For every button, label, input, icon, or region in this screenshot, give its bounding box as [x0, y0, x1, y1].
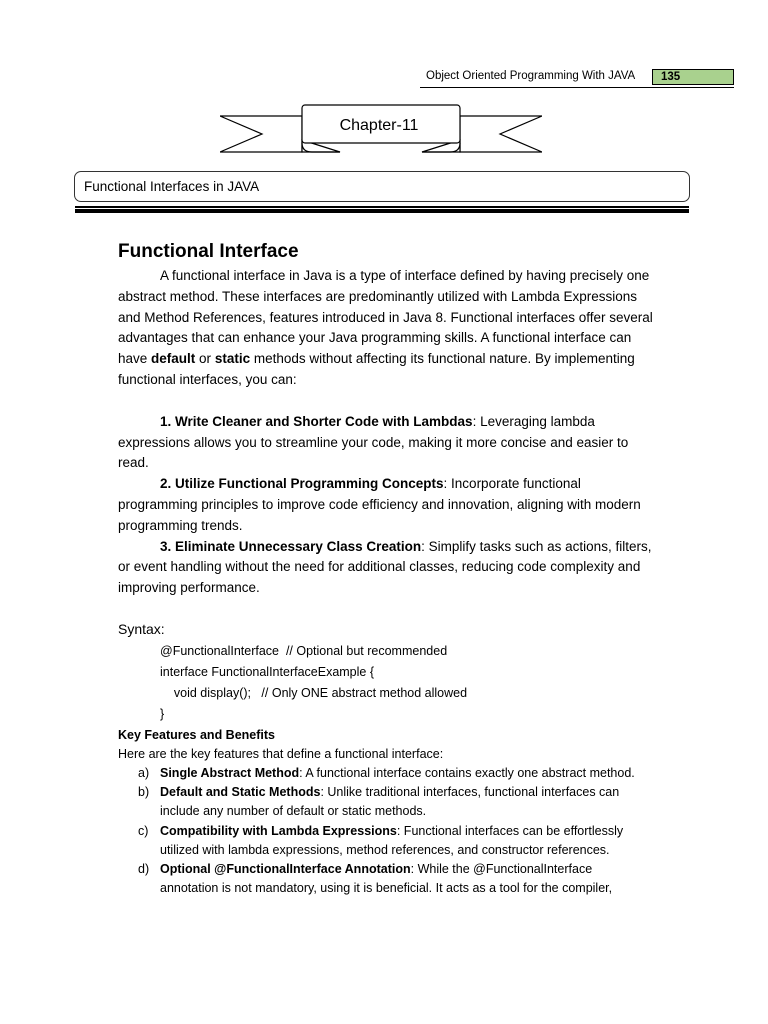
feature-title: Compatibility with Lambda Expressions — [160, 823, 397, 838]
list-marker: c) — [138, 823, 149, 838]
feature-text: : While the @FunctionalInterface annotation is not mandatory, using it is beneficial. It acts as a tool for the compiler, — [160, 861, 613, 896]
benefit-title: 1. Write Cleaner and Shorter Code with Lambdas — [160, 413, 473, 429]
benefit-text: : Incorporate functional programming principles to improve code efficiency and innovation, aligning with modern programming trends. — [118, 476, 641, 533]
chapter-label: Chapter-11 — [339, 117, 419, 134]
intro-text-3: methods without affecting its functional nature. By implementing functional interfaces, you can: — [118, 351, 635, 387]
divider-rule — [75, 206, 689, 208]
feature-text: : Functional interfaces can be effortlessly utilized with lambda expressions, method references, and constructor references. — [160, 823, 624, 857]
benefit-title: 2. Utilize Functional Programming Concepts — [160, 476, 444, 492]
benefit-item — [118, 537, 653, 599]
syntax-heading: Syntax: — [118, 620, 165, 637]
running-header — [420, 69, 734, 88]
feature-title: Default and Static Methods — [160, 785, 321, 800]
benefit-item — [118, 474, 653, 536]
main-content — [118, 238, 653, 898]
code-line: } — [160, 706, 165, 721]
feature-text: : A functional interface contains exactly one abstract method. — [299, 765, 635, 780]
page-number: 135 — [652, 69, 734, 85]
list-marker: a) — [138, 765, 150, 780]
running-title: Object Oriented Programming With JAVA — [426, 70, 636, 82]
intro-text-2: or — [195, 351, 215, 367]
code-line: interface FunctionalInterfaceExample { — [160, 664, 375, 679]
code-line: void display(); // Only ONE abstract method allowed — [160, 685, 468, 700]
list-item — [118, 860, 653, 898]
key-features-intro: Here are the key features that define a functional interface: — [118, 746, 444, 761]
key-features-title: Key Features and Benefits — [118, 727, 275, 742]
list-item — [118, 783, 653, 821]
list-marker: b) — [138, 785, 150, 800]
benefit-text: : Simplify tasks such as actions, filters, or event handling without the need for additional classes, reducing code complexity and improving performance. — [118, 538, 652, 596]
list-item — [118, 822, 653, 860]
list-item — [118, 764, 653, 783]
intro-bold-static: static — [214, 351, 251, 367]
page-heading: Functional Interface — [118, 241, 299, 262]
features-list — [118, 764, 653, 898]
feature-text: : Unlike traditional interfaces, functional interfaces can include any number of default or static methods. — [160, 785, 620, 819]
intro-text-1: A functional interface in Java is a type of interface defined by having precisely one abstract method. These interfaces are predominantly utilized with Lambda Expressions and Method References, features introduced in Java 8. Functional interfaces offer several advantages that can enhance your Java programming skills. A functional interface can have — [118, 268, 653, 367]
section-title: Functional Interfaces in JAVA — [84, 179, 260, 194]
benefit-title: 3. Eliminate Unnecessary Class Creation — [160, 538, 422, 554]
code-line: @FunctionalInterface // Optional but recommended — [160, 643, 448, 658]
benefit-item — [118, 412, 653, 474]
divider-rule-thick — [75, 209, 689, 213]
intro-paragraph — [118, 266, 653, 391]
intro-bold-default: default — [151, 351, 196, 367]
benefit-text: : Leveraging lambda expressions allows you to streamline your code, making it more concise and easier to read. — [118, 413, 629, 471]
feature-title: Optional @FunctionalInterface Annotation — [160, 861, 411, 876]
feature-title: Single Abstract Method — [160, 765, 300, 780]
list-marker: d) — [138, 861, 150, 876]
